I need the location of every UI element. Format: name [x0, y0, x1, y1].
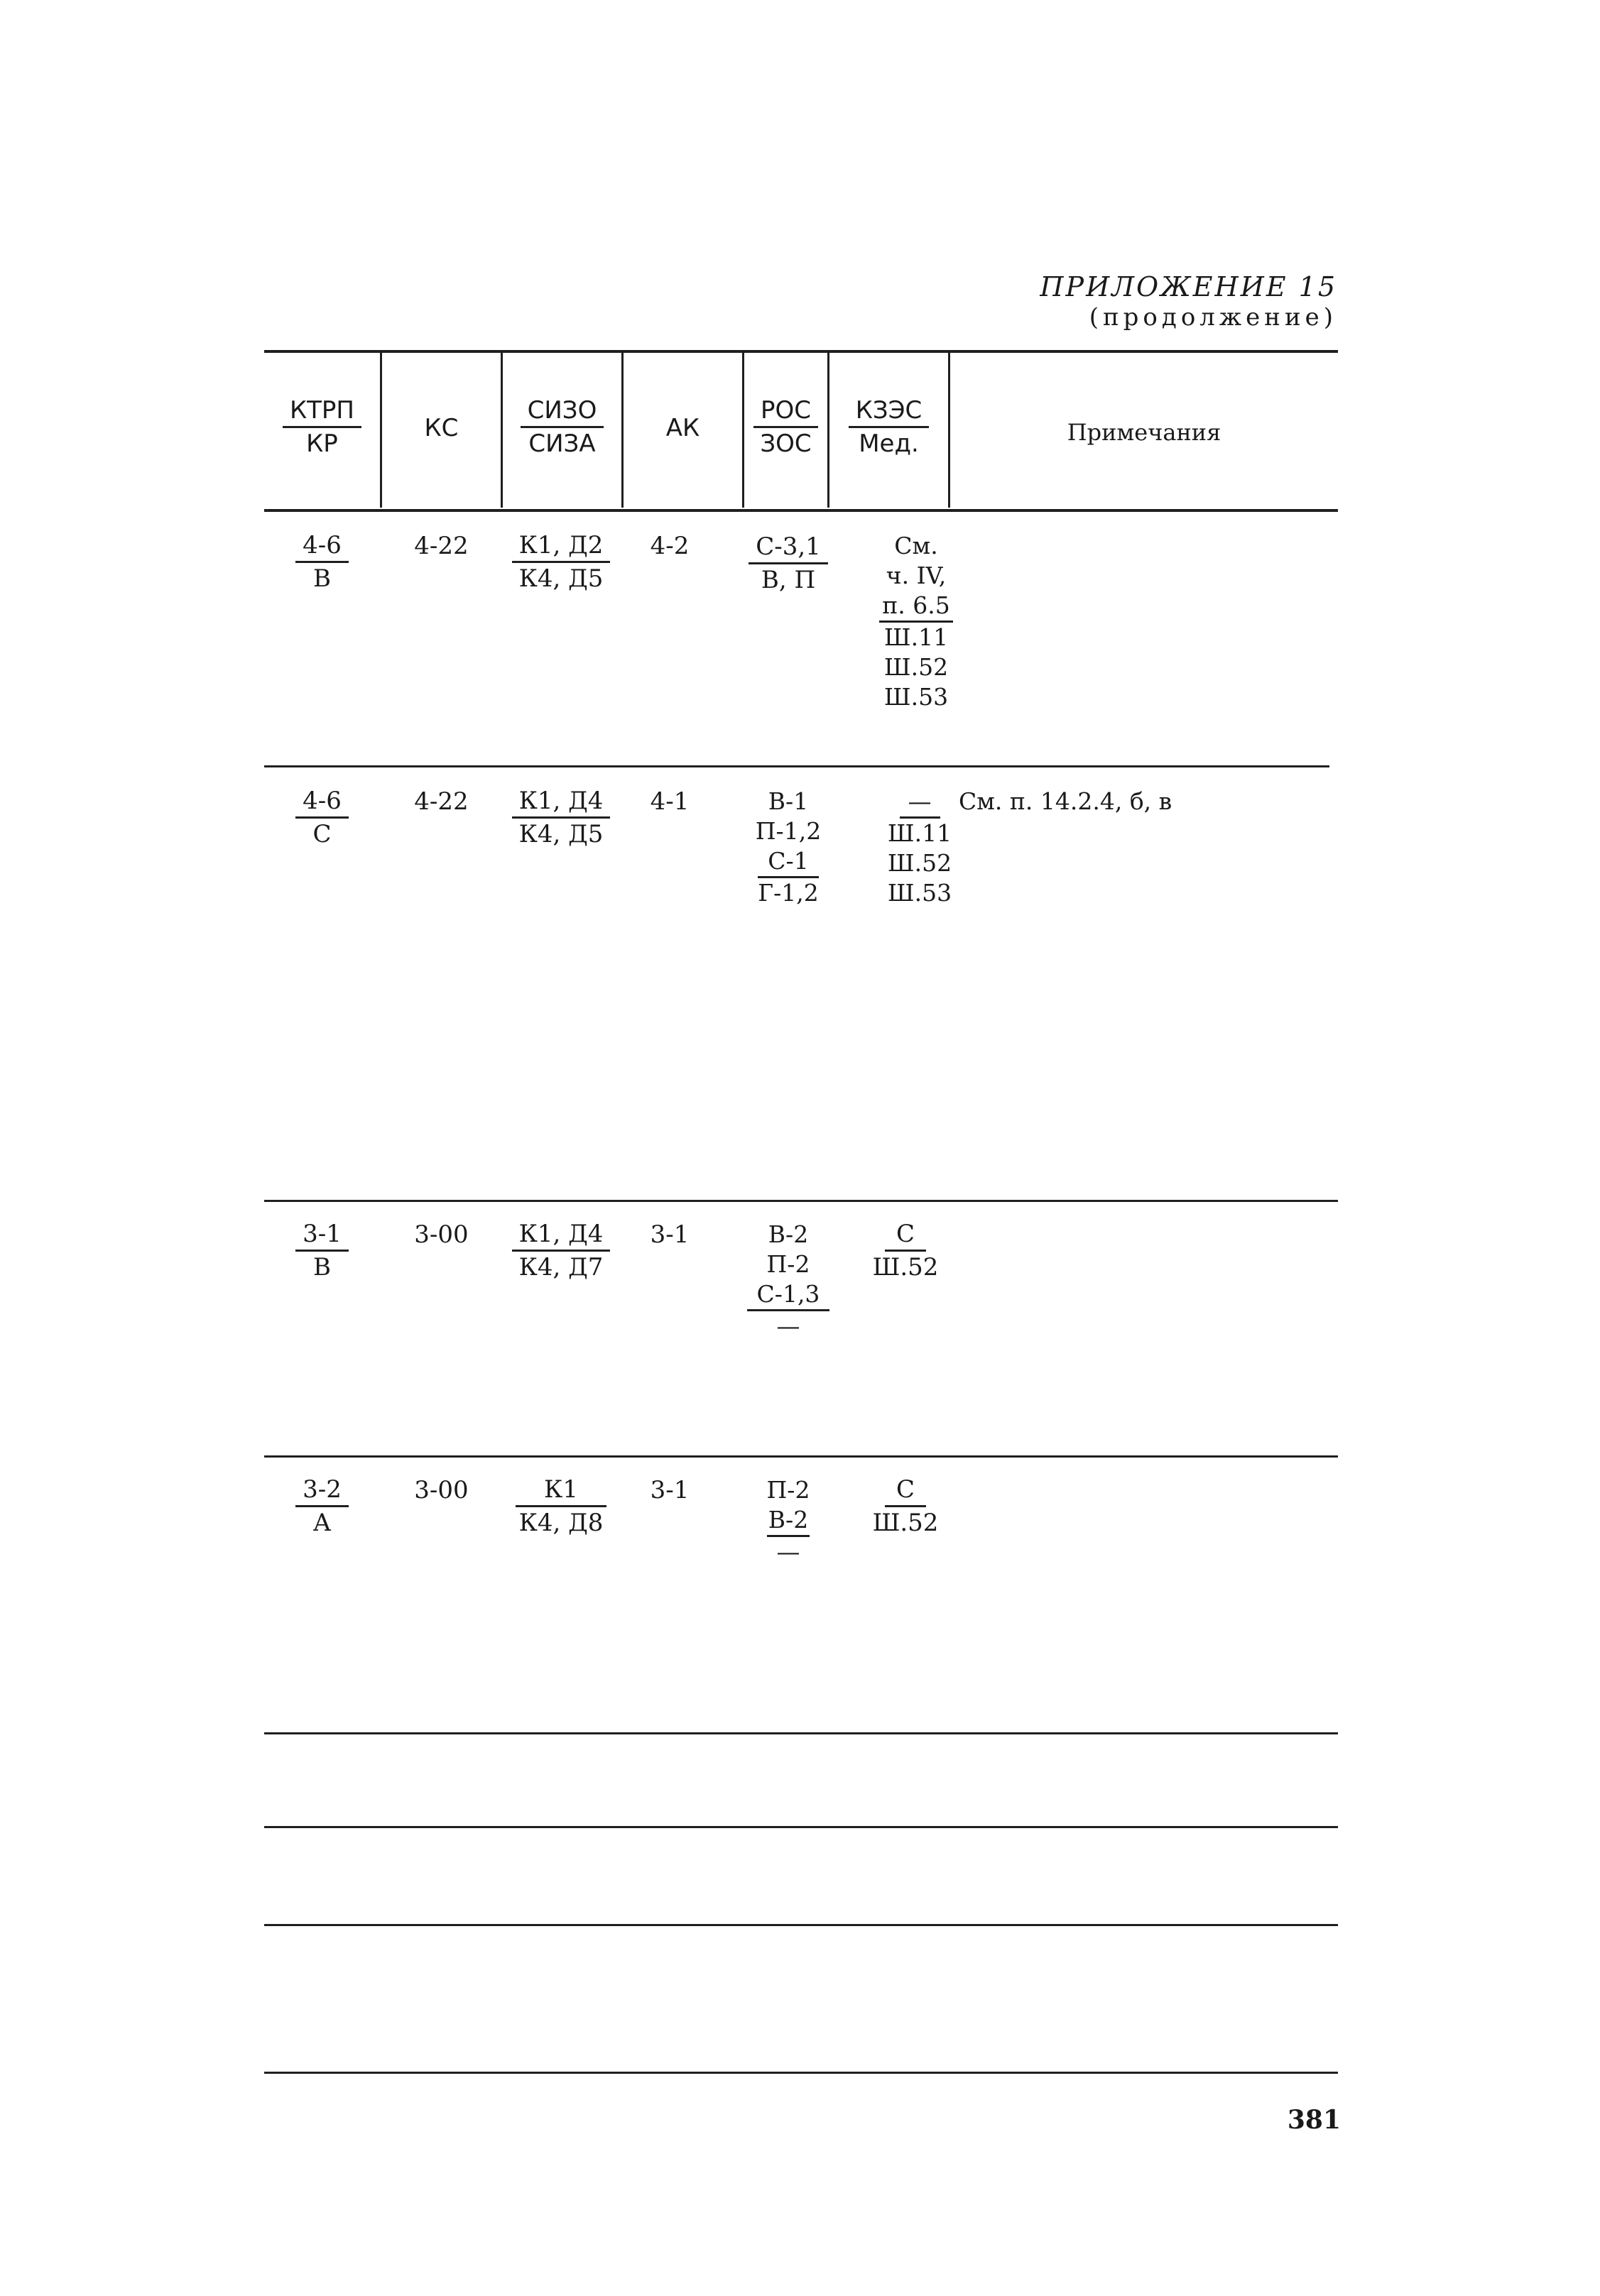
appendix-subtitle: (продолжение) [1089, 303, 1337, 332]
header-notes: Примечания [1067, 419, 1221, 446]
header-kzes: КЗЭС Мед. [829, 396, 948, 458]
row-1-ktrp: 4-6 В [264, 531, 380, 593]
row-separator [264, 1200, 1338, 1202]
header-ros: РОС ЗОС [744, 396, 827, 458]
row-separator [264, 1924, 1338, 1926]
row-separator [264, 1455, 1338, 1458]
row-3-ks: 3-00 [414, 1220, 469, 1249]
header-sizo: СИЗО СИЗА [503, 396, 621, 458]
row-2-ks: 4-22 [414, 787, 469, 816]
row-4-ktrp: 3-2 А [264, 1475, 380, 1537]
row-3-ktrp: 3-1 В [264, 1220, 380, 1281]
row-3-sizo: К1, Д4 К4, Д7 [476, 1220, 646, 1281]
row-2-ros: В-1 П-1,2 С-1 Г-1,2 [755, 787, 822, 907]
row-1-ak: 4-2 [650, 532, 690, 560]
row-4-sizo: К1 К4, Д8 [476, 1475, 646, 1537]
row-separator [264, 1732, 1338, 1734]
row-1-ros: С-3,1 В, П [724, 532, 852, 594]
row-1-sizo: К1, Д2 К4, Д5 [476, 531, 646, 593]
row-4-ros: П-2 В-2 — [766, 1476, 810, 1565]
header-ktrp: КТРП КР [264, 396, 380, 458]
table-bottom-rule [264, 2072, 1338, 2074]
row-2-ak: 4-1 [650, 787, 690, 816]
row-3-kzes: С Ш.52 [872, 1220, 939, 1281]
header-bottom-rule [264, 509, 1338, 512]
row-3-ak: 3-1 [650, 1220, 690, 1249]
row-4-ks: 3-00 [414, 1476, 469, 1504]
page-number: 381 [1287, 2105, 1341, 2135]
header-ks: КС [424, 414, 459, 442]
row-3-ros: В-2 П-2 С-1,3 — [739, 1220, 838, 1341]
row-1-kzes: См. ч. IV, п. 6.5 Ш.11 Ш.52 Ш.53 [849, 531, 984, 712]
row-2-sizo: К1, Д4 К4, Д5 [476, 787, 646, 848]
table-top-rule [264, 350, 1338, 353]
row-2-ktrp: 4-6 С [264, 787, 380, 848]
row-1-ks: 4-22 [414, 532, 469, 560]
row-4-ak: 3-1 [650, 1476, 690, 1504]
row-separator [264, 1826, 1338, 1828]
row-2-note: См. п. 14.2.4, б, в [959, 787, 1172, 815]
row-2-kzes: — Ш.11 Ш.52 Ш.53 [887, 787, 952, 907]
row-separator [264, 765, 1329, 767]
row-4-kzes: С Ш.52 [872, 1475, 939, 1537]
appendix-title: ПРИЛОЖЕНИЕ 15 [1040, 271, 1337, 302]
header-ak: АК [665, 414, 700, 442]
